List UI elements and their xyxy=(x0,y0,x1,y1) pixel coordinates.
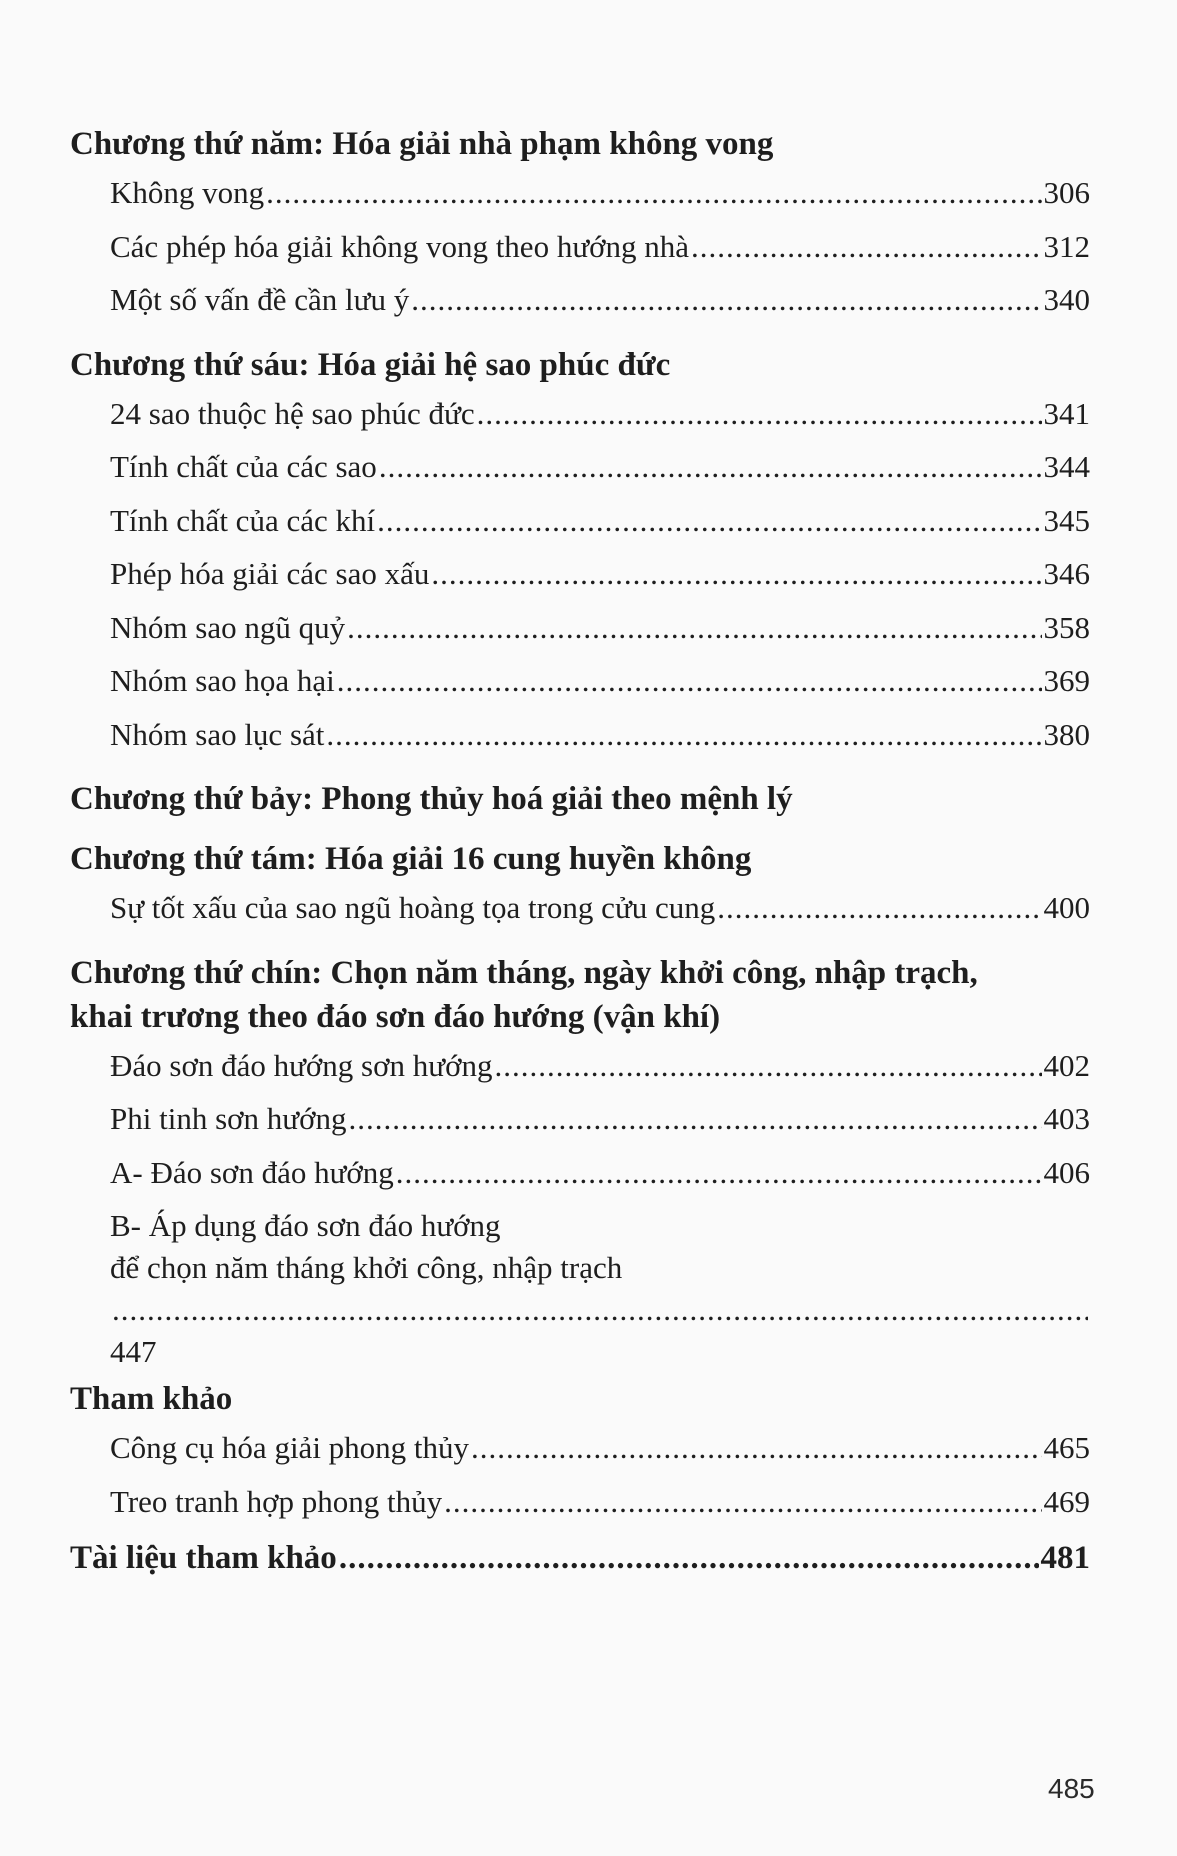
entry-page: 465 xyxy=(1043,1430,1090,1465)
toc-entry[interactable] xyxy=(70,1475,1090,1529)
chapter-heading: Chương thứ sáu: Hóa giải hệ sao phúc đức xyxy=(70,346,671,383)
entry-label: Đáo sơn đáo hướng sơn hướng xyxy=(110,1047,493,1083)
chapter-heading: Chương thứ năm: Hóa giải nhà phạm không vong xyxy=(70,126,774,162)
toc-entry[interactable] xyxy=(70,881,1090,935)
entry-page: 344 xyxy=(1043,449,1090,484)
dot-leader xyxy=(691,220,1041,274)
entry-page: 358 xyxy=(1043,609,1090,645)
entry-page: 369 xyxy=(1043,663,1090,698)
entry-label: B- Áp dụng đáo sơn đáo hướng xyxy=(110,1208,501,1243)
toc-section xyxy=(70,777,1090,821)
entry-page: 481 xyxy=(1040,1540,1090,1576)
entry-label: Phi tinh sơn hướng xyxy=(110,1101,347,1136)
entry-page: 402 xyxy=(1043,1047,1090,1083)
chapter-heading[interactable]: Chương thứ bảy: Phong thủy hoá giải theo mệnh lý xyxy=(70,781,793,817)
toc-entry[interactable] xyxy=(70,387,1090,441)
toc-entry[interactable] xyxy=(70,1199,1090,1373)
toc-section xyxy=(70,343,1090,762)
entry-label: A- Đáo sơn đáo hướng xyxy=(110,1154,394,1190)
entry-label: Nhóm sao ngũ quỷ xyxy=(110,609,346,645)
entry-page: 380 xyxy=(1043,716,1090,752)
entry-page: 306 xyxy=(1043,175,1090,210)
toc-entry[interactable] xyxy=(70,547,1090,601)
chapter-heading: Chương thứ chín: Chọn năm tháng, ngày khởi công, nhập trạch, xyxy=(70,954,978,991)
entry-label: Tài liệu tham khảo xyxy=(70,1540,337,1576)
toc-entry[interactable] xyxy=(70,1092,1090,1146)
toc-entry[interactable] xyxy=(70,1039,1090,1093)
dot-leader xyxy=(377,494,1041,548)
toc-entry[interactable] xyxy=(70,1421,1090,1475)
entry-label-continued: để chọn năm tháng khởi công, nhập trạch xyxy=(110,1250,623,1285)
entry-page: 340 xyxy=(1043,282,1090,317)
entry-label: Treo tranh hợp phong thủy xyxy=(110,1483,443,1519)
entry-page: 341 xyxy=(1043,395,1090,431)
toc-section xyxy=(70,122,1090,327)
toc-entry-references[interactable] xyxy=(70,1532,1090,1586)
dot-leader xyxy=(717,881,1041,935)
entry-label: Không vong xyxy=(110,175,265,210)
entry-page: 346 xyxy=(1043,556,1090,591)
dot-leader xyxy=(494,1039,1041,1093)
entry-label: Công cụ hóa giải phong thủy xyxy=(110,1430,470,1465)
toc-section xyxy=(70,1377,1090,1528)
page-number: 485 xyxy=(1048,1773,1095,1804)
toc-entry[interactable] xyxy=(70,601,1090,655)
toc-entry[interactable] xyxy=(70,708,1090,762)
entry-label: Phép hóa giải các sao xấu xyxy=(110,556,430,591)
entry-page: 447 xyxy=(110,1334,157,1369)
entry-page: 469 xyxy=(1043,1483,1090,1519)
entry-page: 345 xyxy=(1043,502,1090,538)
dot-leader xyxy=(379,440,1042,494)
toc-entry[interactable] xyxy=(70,1146,1090,1200)
toc-section xyxy=(70,837,1090,935)
dot-leader xyxy=(348,1092,1041,1146)
dot-leader xyxy=(337,654,1042,708)
dot-leader xyxy=(396,1146,1042,1200)
dot-leader xyxy=(411,273,1041,327)
toc-entry[interactable] xyxy=(70,220,1090,274)
dot-leader xyxy=(471,1421,1041,1475)
entry-page: 312 xyxy=(1043,228,1090,264)
entry-page: 403 xyxy=(1043,1101,1090,1136)
entry-label: 24 sao thuộc hệ sao phúc đức xyxy=(110,395,475,431)
dot-leader xyxy=(266,166,1041,220)
dot-leader xyxy=(431,547,1041,601)
table-of-contents xyxy=(70,122,1090,1586)
entry-label: Tính chất của các sao xyxy=(110,449,377,484)
entry-label: Tính chất của các khí xyxy=(110,502,376,538)
dot-leader xyxy=(444,1475,1041,1529)
toc-entry[interactable] xyxy=(70,654,1090,708)
entry-label: Một số vấn đề cần lưu ý xyxy=(110,282,410,317)
chapter-heading: Tham khảo xyxy=(70,1381,233,1417)
entry-page: 400 xyxy=(1043,890,1090,925)
entry-page: 406 xyxy=(1043,1154,1090,1190)
chapter-heading: Chương thứ tám: Hóa giải 16 cung huyền không xyxy=(70,841,752,877)
dot-leader xyxy=(477,387,1042,441)
dot-leader xyxy=(326,708,1041,762)
entry-label: Các phép hóa giải không vong theo hướng nhà xyxy=(110,228,690,264)
chapter-heading-continued: khai trương theo đáo sơn đáo hướng (vận khí) xyxy=(70,998,721,1035)
entry-label: Sự tốt xấu của sao ngũ hoàng tọa trong cửu cung xyxy=(110,890,716,925)
dot-leader xyxy=(112,1289,1088,1331)
dot-leader xyxy=(339,1532,1039,1586)
toc-entry[interactable] xyxy=(70,440,1090,494)
toc-entry[interactable] xyxy=(70,494,1090,548)
entry-label: Nhóm sao họa hại xyxy=(110,663,335,698)
dot-leader xyxy=(347,601,1041,655)
toc-entry[interactable] xyxy=(70,273,1090,327)
toc-entry[interactable] xyxy=(70,166,1090,220)
entry-label: Nhóm sao lục sát xyxy=(110,716,325,752)
toc-section xyxy=(70,951,1090,1374)
